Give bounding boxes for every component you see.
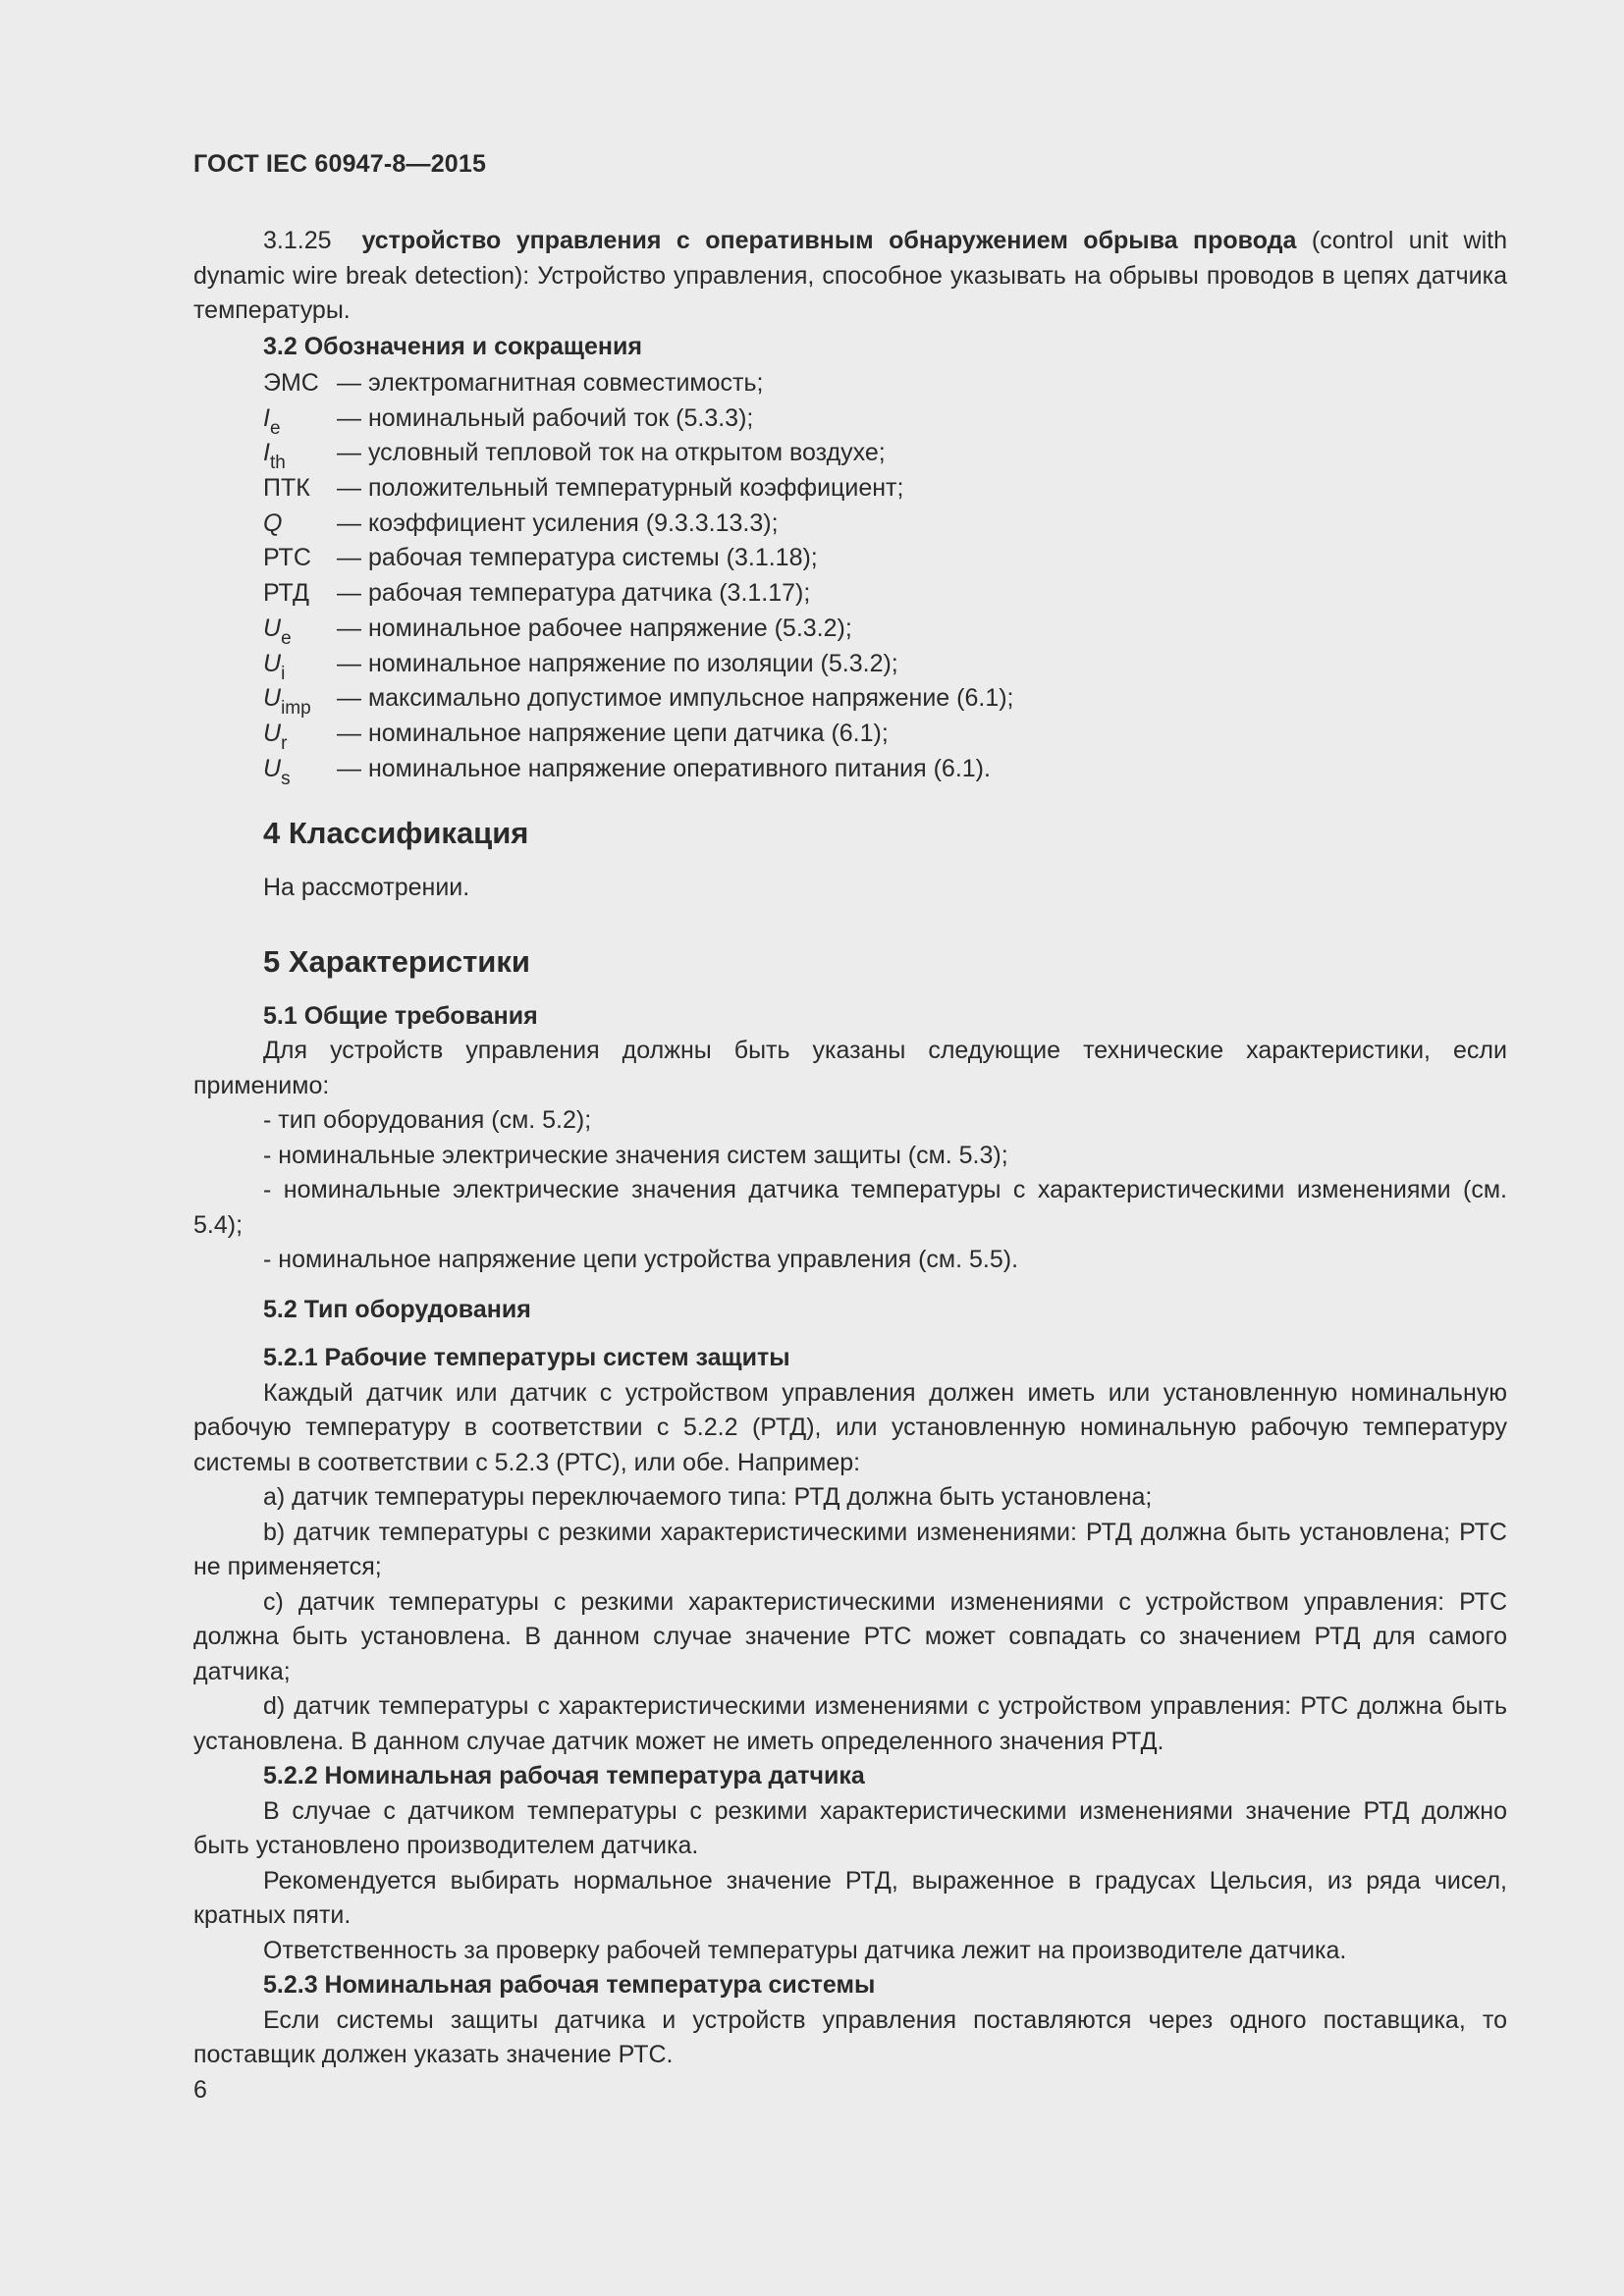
abbreviation-description: — рабочая температура системы (3.1.18);: [337, 544, 818, 572]
abbreviation-description: — условный тепловой ток на открытом воздухе;: [337, 439, 886, 467]
abbreviation-row: [263, 541, 1507, 576]
list-item: - номинальное напряжение цепи устройства управления (см. 5.5).: [263, 1246, 1019, 1274]
abbreviation-symbol: $I_e$: [263, 403, 281, 439]
abbreviation-description: — электромагнитная совместимость;: [337, 369, 764, 397]
list-item: b) датчик температуры с резкими характеристическими изменениями: РТД должна быть установлена; РТС не применяется;: [193, 1518, 1507, 1581]
abbreviation-symbol: $U_s$: [263, 754, 291, 789]
abbreviation-row: [263, 717, 1507, 752]
definition-number: 3.1.25: [263, 227, 332, 254]
abbreviation-description: — номинальный рабочий ток (5.3.3);: [337, 403, 754, 432]
section-5-2-2-heading: 5.2.2 Номинальная рабочая температура датчика: [263, 1762, 865, 1790]
section-5-2-1-heading: 5.2.1 Рабочие температуры систем защиты: [263, 1344, 790, 1372]
abbreviation-symbol: ПТК: [263, 474, 310, 503]
abbreviation-symbol: $U_{imp}$: [263, 684, 311, 720]
section-3-2-heading: 3.2 Обозначения и сокращения: [263, 332, 642, 360]
abbreviation-symbol: Q: [263, 508, 283, 537]
abbreviation-symbol: $I_{th}$: [263, 439, 286, 474]
abbreviation-description: — рабочая температура датчика (3.1.17);: [337, 579, 811, 608]
section-5-1-intro: Для устройств управления должны быть указаны следующие технические характеристики, если применимо:: [193, 1037, 1507, 1099]
abbreviation-description: — номинальное рабочее напряжение (5.3.2);: [337, 614, 852, 642]
abbreviation-row: [263, 752, 1507, 787]
section-5-1-heading: 5.1 Общие требования: [263, 1001, 538, 1030]
abbreviation-row: [263, 366, 1507, 401]
abbreviation-row: [263, 681, 1507, 720]
abbreviation-description: — номинальное напряжение цепи датчика (6.1);: [337, 719, 889, 747]
list-item: a) датчик температуры переключаемого типа: РТД должна быть установлена;: [263, 1483, 1153, 1512]
abbreviation-row: [263, 612, 1507, 647]
abbreviation-symbol: $U_i$: [263, 649, 286, 684]
abbreviation-list: [193, 366, 1507, 789]
abbreviation-row: [263, 576, 1507, 612]
section-5-heading: 5 Характеристики: [263, 944, 530, 980]
abbreviation-row: [263, 401, 1507, 437]
list-item: d) датчик температуры с характеристическими изменениями с устройством управления: РТС должна быть установлена. В данном случае датчик может не иметь определенного значения РТД.: [193, 1692, 1507, 1755]
paragraph: В случае с датчиком температуры с резкими характеристическими изменениями значение РТД должно быть установлено производителем датчика.: [193, 1796, 1507, 1860]
page-number: 6: [193, 2076, 207, 2104]
abbreviation-description: — максимально допустимое импульсное напряжение (6.1);: [337, 684, 1014, 713]
section-5-2-3-heading: 5.2.3 Номинальная рабочая температура системы: [263, 1971, 876, 2000]
paragraph: Ответственность за проверку рабочей температуры датчика лежит на производителе датчика.: [263, 1936, 1347, 1964]
section-5-2-heading: 5.2 Тип оборудования: [263, 1295, 531, 1323]
abbreviation-symbol: РТД: [263, 579, 309, 608]
abbreviation-description: — номинальное напряжение оперативного питания (6.1).: [337, 754, 991, 782]
abbreviation-symbol: $U_e$: [263, 614, 292, 649]
document-header: ГОСТ IEC 60947-8—2015: [193, 150, 487, 178]
page-content: [193, 224, 1507, 2073]
list-item: - номинальные электрические значения датчика температуры с характеристическими изменениями (см. 5.4);: [193, 1176, 1507, 1239]
abbreviation-description: — положительный температурный коэффициент;: [337, 474, 904, 503]
abbreviation-symbol: $U_r$: [263, 719, 288, 754]
list-item: - тип оборудования (см. 5.2);: [263, 1106, 592, 1135]
definition-text: (control unit with dynamic wire break detection): Устройство управления, способное указывать на обрывы проводов в цепях датчика температуры.: [193, 227, 1507, 324]
definition-term: устройство управления с оперативным обнаружением обрыва провода: [361, 227, 1297, 254]
abbreviation-symbol: ЭМС: [263, 369, 319, 397]
list-item: - номинальные электрические значения систем защиты (см. 5.3);: [263, 1141, 1008, 1169]
section-4-heading: 4 Классификация: [263, 816, 529, 851]
abbreviation-row: [263, 507, 1507, 542]
section-5-2-1-intro: Каждый датчик или датчик с устройством управления должен иметь или установленную номинальную рабочую температуру в соответствии с 5.2.2 (РТД), или установленную номинальную рабочую температуру системы в соответствии с 5.2.3 (РТС), или обе. Например:: [193, 1378, 1507, 1476]
list-item: c) датчик температуры с резкими характеристическими изменениями с устройством управления: РТС должна быть установлена. В данном случае значение РТС может совпадать со значением РТД для самого датчика;: [193, 1587, 1507, 1685]
abbreviation-symbol: РТС: [263, 544, 311, 572]
abbreviation-description: — номинальное напряжение по изоляции (5.3.2);: [337, 649, 898, 677]
paragraph: Если системы защиты датчика и устройств управления поставляются через одного поставщика, то поставщик должен указать значение РТС.: [193, 2005, 1507, 2069]
abbreviation-row: [263, 647, 1507, 682]
paragraph: Рекомендуется выбирать нормальное значение РТД, выраженное в градусах Цельсия, из ряда чисел, кратных пяти.: [193, 1866, 1507, 1930]
abbreviation-description: — коэффициент усиления (9.3.3.13.3);: [337, 508, 779, 537]
definition-3-1-25: [193, 224, 1507, 329]
section-4-text: На рассмотрении.: [263, 873, 470, 901]
abbreviation-row: [263, 471, 1507, 507]
abbreviation-row: [263, 436, 1507, 474]
